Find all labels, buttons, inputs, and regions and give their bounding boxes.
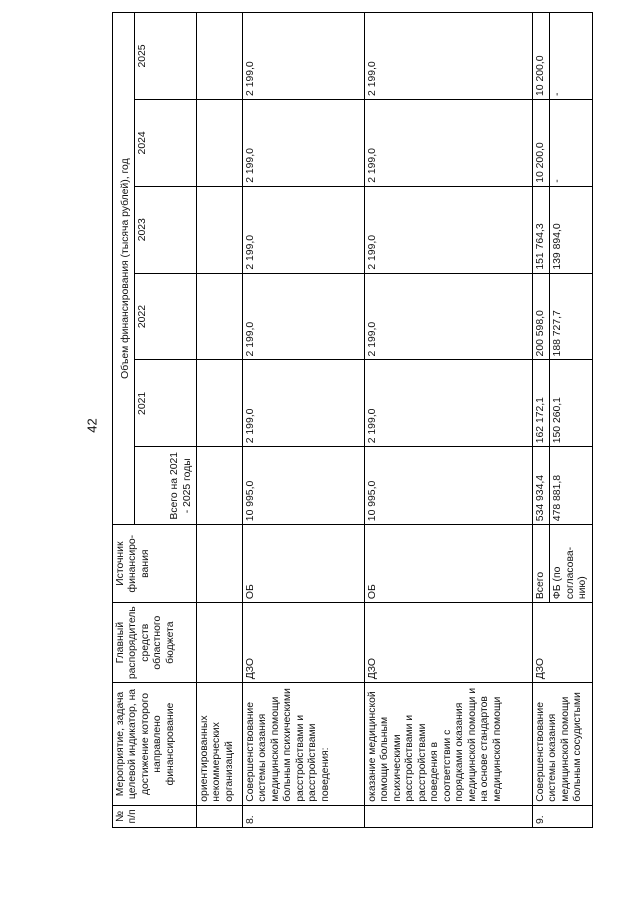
header-event: Мероприятие, задача целевой индикатор, на достижение которого направлено финансирование [113, 683, 197, 805]
table-row [365, 13, 533, 828]
row-total: 478 881,8 [550, 447, 592, 525]
row-source: ФБ (по согласова-нию) [550, 525, 592, 603]
row-2024: - [550, 99, 592, 186]
row-source: ОБ [365, 525, 533, 603]
rotated-page [112, 12, 589, 828]
table-sheet [112, 12, 589, 828]
row-2022 [197, 273, 243, 360]
row-2025: 10 200,0 [533, 13, 550, 100]
row-2021 [197, 360, 243, 447]
row-2022: 2 199,0 [365, 273, 533, 360]
row-total [197, 447, 243, 525]
table-row [533, 13, 550, 828]
row-2024 [197, 99, 243, 186]
row-event: Совершенствование системы оказания медицинской помощи больным психическими расстройствами и расстройствами поведения: [243, 683, 365, 805]
row-2023: 2 199,0 [365, 186, 533, 273]
row-num: 9. [533, 805, 593, 827]
row-event: ориентированных некоммерческих организаций [197, 683, 243, 805]
row-2021: 2 199,0 [365, 360, 533, 447]
row-2025: 2 199,0 [243, 13, 365, 100]
row-manager: ДЗО [243, 603, 365, 683]
row-manager: ДЗО [365, 603, 533, 683]
row-manager [197, 603, 243, 683]
row-source: ОБ [243, 525, 365, 603]
row-2025: - [550, 13, 592, 100]
row-2025 [197, 13, 243, 100]
row-2022: 2 199,0 [243, 273, 365, 360]
row-2021: 150 260,1 [550, 360, 592, 447]
financing-table [112, 12, 593, 828]
row-event: Совершенствование системы оказания медицинской помощи больным сосудистыми [533, 683, 593, 805]
row-2022: 200 598,0 [533, 273, 550, 360]
header-manager: Главный распорядитель средств областного бюджета [113, 603, 197, 683]
row-manager: ДЗО [533, 603, 593, 683]
header-source: Источник финансиро-вания [113, 525, 197, 603]
row-2023: 2 199,0 [243, 186, 365, 273]
header-volume: Объем финансирования (тысяча рублей), год [113, 13, 135, 525]
row-2023: 151 764,3 [533, 186, 550, 273]
header-row-1 [113, 13, 135, 828]
header-total: Всего на 2021 - 2025 годы [135, 447, 197, 525]
row-source: Всего [533, 525, 550, 603]
table-row [197, 13, 243, 828]
row-total: 10 995,0 [365, 447, 533, 525]
header-year-2021: 2021 [135, 360, 197, 447]
row-2024: 10 200,0 [533, 99, 550, 186]
page-number: 42 [84, 418, 100, 433]
row-total: 534 934,4 [533, 447, 550, 525]
row-num [197, 805, 243, 827]
header-year-2022: 2022 [135, 273, 197, 360]
table-row [243, 13, 365, 828]
header-year-2023: 2023 [135, 186, 197, 273]
header-year-2024: 2024 [135, 99, 197, 186]
row-2021: 2 199,0 [243, 360, 365, 447]
row-2023 [197, 186, 243, 273]
row-source [197, 525, 243, 603]
row-total: 10 995,0 [243, 447, 365, 525]
row-event: оказание медицинской помощи больным психическими расстройствами и расстройствами поведения в соответствии с порядками оказания медицинской помощи и на основе стандартов медицинской помощи [365, 683, 533, 805]
header-year-2025: 2025 [135, 13, 197, 100]
row-2024: 2 199,0 [365, 99, 533, 186]
row-2025: 2 199,0 [365, 13, 533, 100]
header-num: № п/п [113, 805, 197, 827]
row-2021: 162 172,1 [533, 360, 550, 447]
row-num: 8. [243, 805, 365, 827]
row-2022: 188 727,7 [550, 273, 592, 360]
row-2024: 2 199,0 [243, 99, 365, 186]
row-num [365, 805, 533, 827]
row-2023: 139 894,0 [550, 186, 592, 273]
